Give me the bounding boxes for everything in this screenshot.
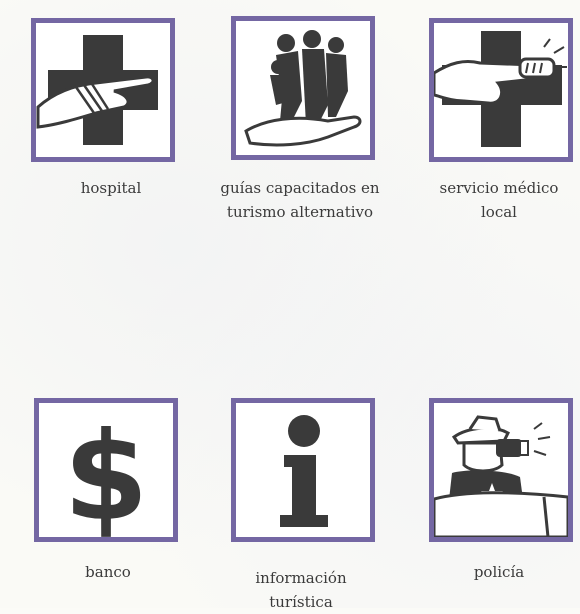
police-caption bbox=[404, 560, 580, 584]
tour-guides-icon bbox=[236, 21, 370, 155]
police-frame bbox=[429, 398, 573, 542]
local-medical-service-icon bbox=[434, 23, 568, 157]
tour-guides-caption bbox=[205, 176, 395, 224]
caption-line: banco bbox=[85, 563, 131, 581]
tour-guides-frame bbox=[231, 16, 375, 160]
bank-caption bbox=[13, 560, 203, 584]
caption-line: guías capacitados en bbox=[220, 179, 380, 197]
police-icon bbox=[434, 403, 568, 537]
hospital-icon bbox=[36, 23, 170, 157]
svg-text:$: $ bbox=[63, 406, 149, 537]
caption-line: servicio médico bbox=[439, 179, 559, 197]
caption-line: turística bbox=[269, 593, 333, 611]
bank-frame bbox=[34, 398, 178, 542]
information-caption bbox=[206, 566, 396, 614]
caption-line: local bbox=[481, 203, 517, 221]
hospital-frame bbox=[31, 18, 175, 162]
local-medical-service-frame bbox=[429, 18, 573, 162]
caption-line: policía bbox=[473, 563, 525, 581]
hospital-caption bbox=[16, 176, 206, 200]
bank-dollar-icon bbox=[39, 403, 173, 537]
caption-line: turismo alternativo bbox=[226, 203, 374, 221]
caption-line: información bbox=[255, 569, 347, 587]
local-medical-service-caption bbox=[404, 176, 580, 224]
information-icon bbox=[236, 403, 370, 537]
caption-line: hospital bbox=[80, 179, 142, 197]
information-frame bbox=[231, 398, 375, 542]
